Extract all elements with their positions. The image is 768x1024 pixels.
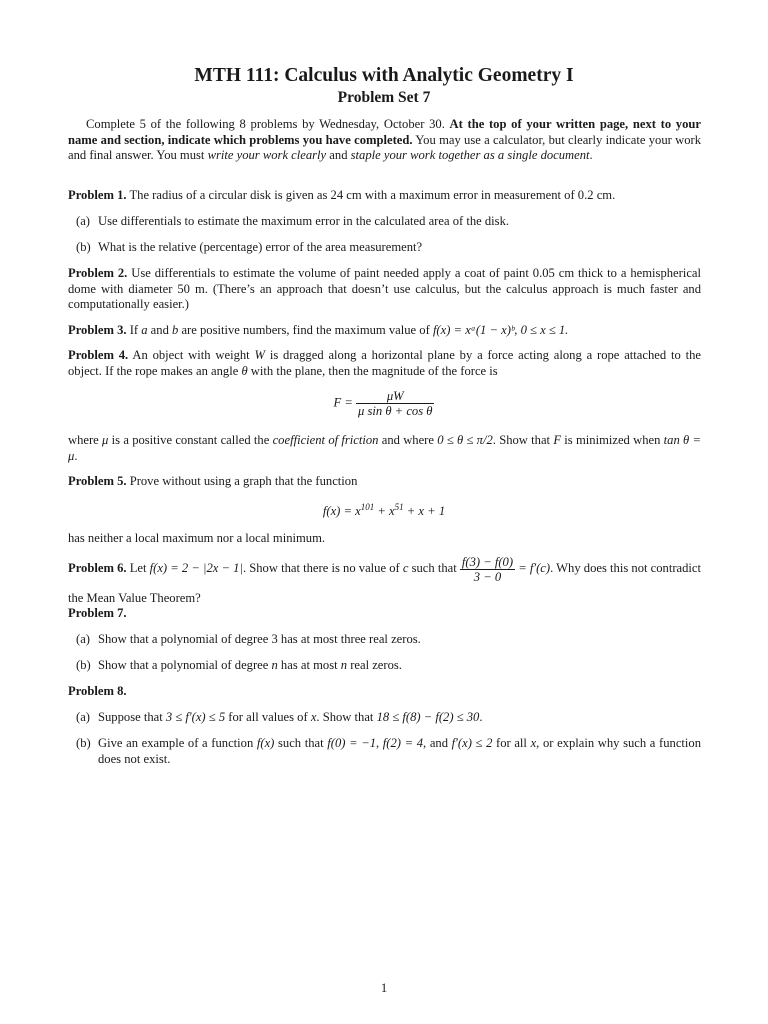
- intro-text: You may use a calculator, but clearly indicate your work and final answer. You must: [68, 132, 701, 163]
- instructions-paragraph: [68, 117, 701, 164]
- part-text-fragment: for all: [492, 736, 531, 750]
- math-formula: 3 ≤ f′(x) ≤ 5: [165, 710, 226, 724]
- problem-text: is minimized when: [561, 433, 664, 447]
- problem-1-part-b: [76, 240, 701, 256]
- page-number: 1: [380, 981, 388, 995]
- math-formula: f(x) = 2 − |2x − 1|: [149, 561, 243, 575]
- problem-text: . Why does this not contradict the Mean Value Theorem?: [68, 561, 701, 605]
- part-text: [98, 736, 701, 767]
- equation-part: + x + 1: [403, 504, 446, 518]
- intro-text: and: [326, 148, 351, 163]
- math-formula: f′(x) ≤ 2: [451, 736, 493, 750]
- part-label: (b): [76, 658, 91, 672]
- math-var: F: [553, 433, 562, 447]
- part-text: [98, 710, 701, 726]
- problem-4: [68, 348, 701, 379]
- part-text-fragment: Give an example of a function: [98, 736, 257, 750]
- problem-label: Problem 7.: [68, 606, 127, 620]
- math-formula: f(0) = −1: [327, 736, 376, 750]
- exponent: 101: [360, 501, 375, 512]
- math-var: a: [141, 323, 148, 337]
- part-text-fragment: Suppose that: [98, 710, 166, 724]
- intro-italic-text: write your work clearly: [207, 148, 327, 163]
- problem-8-part-a: [76, 710, 701, 726]
- math-formula: tan θ = μ: [68, 433, 701, 463]
- problem-8-part-b: [76, 736, 701, 767]
- math-formula: 18 ≤ f(8) − f(2) ≤ 30: [376, 710, 480, 724]
- problem-2: [68, 266, 701, 313]
- part-text-fragment: , or explain why such a function does not exist.: [98, 736, 702, 766]
- intro-text: Complete 5 of the following 8 problems by Wednesday, October 30.: [86, 117, 450, 131]
- problem-text: are positive numbers, find the maximum value of: [178, 323, 433, 337]
- fraction-denominator: 3 − 0: [473, 569, 502, 584]
- problem-5: [68, 474, 701, 490]
- problem-7-part-a: [76, 632, 701, 648]
- problem-label: Problem 2.: [68, 266, 128, 280]
- part-text-fragment: ,: [376, 736, 383, 750]
- problem-text: is a positive constant called the: [108, 433, 273, 447]
- math-formula: f(2) = 4: [382, 736, 424, 750]
- problem-text: where: [68, 433, 103, 447]
- part-label: (a): [76, 214, 90, 228]
- problem-label: Problem 8.: [68, 684, 127, 698]
- part-text-fragment: , and: [423, 736, 452, 750]
- part-text-fragment: for all values of: [225, 710, 311, 724]
- problem-7: [68, 606, 701, 622]
- part-label: (b): [76, 736, 91, 750]
- math-var: x: [530, 736, 537, 750]
- problem-6: [68, 554, 701, 612]
- fraction-numerator: f(3) − f(0): [461, 554, 514, 569]
- part-label: (b): [76, 240, 91, 254]
- problem-text: Let: [129, 561, 150, 575]
- math-var: b: [172, 323, 179, 337]
- part-label: (a): [76, 632, 90, 646]
- page-subtitle: Problem Set 7: [337, 89, 431, 106]
- equation-lhs: F =: [333, 395, 353, 410]
- intro-text: .: [589, 148, 593, 163]
- part-text-fragment: such that: [274, 736, 328, 750]
- problem-text: and where: [378, 433, 438, 447]
- part-text: Use differentials to estimate the maximum error in the calculated area of the disk.: [98, 214, 510, 228]
- intro-italic-text: staple your work together as a single document: [350, 148, 590, 163]
- problem-text: such that: [408, 561, 460, 575]
- problem-text: is dragged along a horizontal plane by a force acting along a rope attached to the object. If the rope makes an angle: [68, 348, 701, 378]
- problem-text: Use differentials to estimate the volume of paint needed apply a coat of paint 0.05 cm thick to a hemispherical dome with diameter 50 m. (There’s an approach that doesn’t use calculus, but the calculus approach is much faster and computationally easier.): [68, 266, 701, 312]
- problem-label: Problem 4.: [68, 348, 129, 362]
- math-formula: f(x) = xᵃ(1 − x)ᵇ, 0 ≤ x ≤ 1.: [432, 323, 569, 337]
- problem-label: Problem 3.: [68, 323, 127, 337]
- math-formula: = f′(c): [515, 561, 551, 575]
- math-formula: f(x): [256, 736, 275, 750]
- defined-term: coefficient of friction: [272, 433, 379, 447]
- equation-fraction: [356, 389, 434, 418]
- problem-label: Problem 5.: [68, 474, 127, 488]
- math-var: c: [402, 561, 409, 575]
- page-title: MTH 111: Calculus with Analytic Geometry I: [194, 65, 574, 86]
- fraction-denominator: μ sin θ + cos θ: [358, 404, 433, 418]
- math-var: n: [340, 658, 348, 672]
- math-var: W: [254, 348, 265, 362]
- fraction-numerator: μW: [356, 389, 434, 404]
- math-var: x: [310, 710, 317, 724]
- part-text: What is the relative (percentage) error of the area measurement?: [98, 240, 423, 254]
- problem-text: . Show that: [492, 433, 554, 447]
- equation-part: f(x) = x: [322, 504, 361, 518]
- equation-part: + x: [374, 504, 395, 518]
- problem-1: [68, 188, 701, 204]
- problem-text: and: [147, 323, 173, 337]
- problem-3: [68, 323, 701, 339]
- math-var: μ: [102, 433, 109, 447]
- math-formula: 0 ≤ θ ≤ π/2: [437, 433, 493, 447]
- exponent: 51: [394, 501, 404, 512]
- problem-4-continued: [68, 433, 701, 464]
- problem-text: If: [129, 323, 142, 337]
- problem-1-part-a: [76, 214, 701, 230]
- part-text-fragment: . Show that: [316, 710, 377, 724]
- math-var: θ: [241, 363, 248, 378]
- part-text-fragment: .: [479, 710, 483, 724]
- part-text-fragment: real zeros.: [347, 658, 402, 672]
- intro-bold-text: At the top of your written page, next to your name and section, indicate which problems you have completed.: [68, 117, 701, 147]
- problem-5-continued: has neither a local maximum nor a local minimum.: [68, 531, 326, 545]
- problem-text: .: [74, 448, 78, 463]
- problem-text: with the plane, then the magnitude of the force is: [247, 363, 498, 378]
- problem-text: Prove without using a graph that the function: [129, 474, 358, 488]
- problem-8: [68, 684, 701, 700]
- part-text-fragment: has at most: [277, 658, 341, 672]
- problem-label: Problem 1.: [68, 188, 127, 202]
- problem-text: An object with weight: [132, 348, 255, 362]
- problem-label: Problem 6.: [68, 561, 127, 575]
- problem-text: The radius of a circular disk is given as 24 cm with a maximum error in measurement of 0.2 cm.: [129, 188, 616, 202]
- problem-7-part-b: [76, 658, 701, 674]
- math-var: n: [271, 658, 278, 672]
- function-equation: [0, 501, 768, 520]
- part-text: Show that a polynomial of degree 3 has at most three real zeros.: [98, 632, 421, 646]
- mvt-fraction: [460, 555, 515, 584]
- force-equation: [0, 389, 768, 418]
- part-label: (a): [76, 710, 90, 724]
- problem-text: . Show that there is no value of: [242, 561, 403, 575]
- part-text: [98, 658, 701, 674]
- part-text-fragment: Show that a polynomial of degree: [98, 658, 272, 672]
